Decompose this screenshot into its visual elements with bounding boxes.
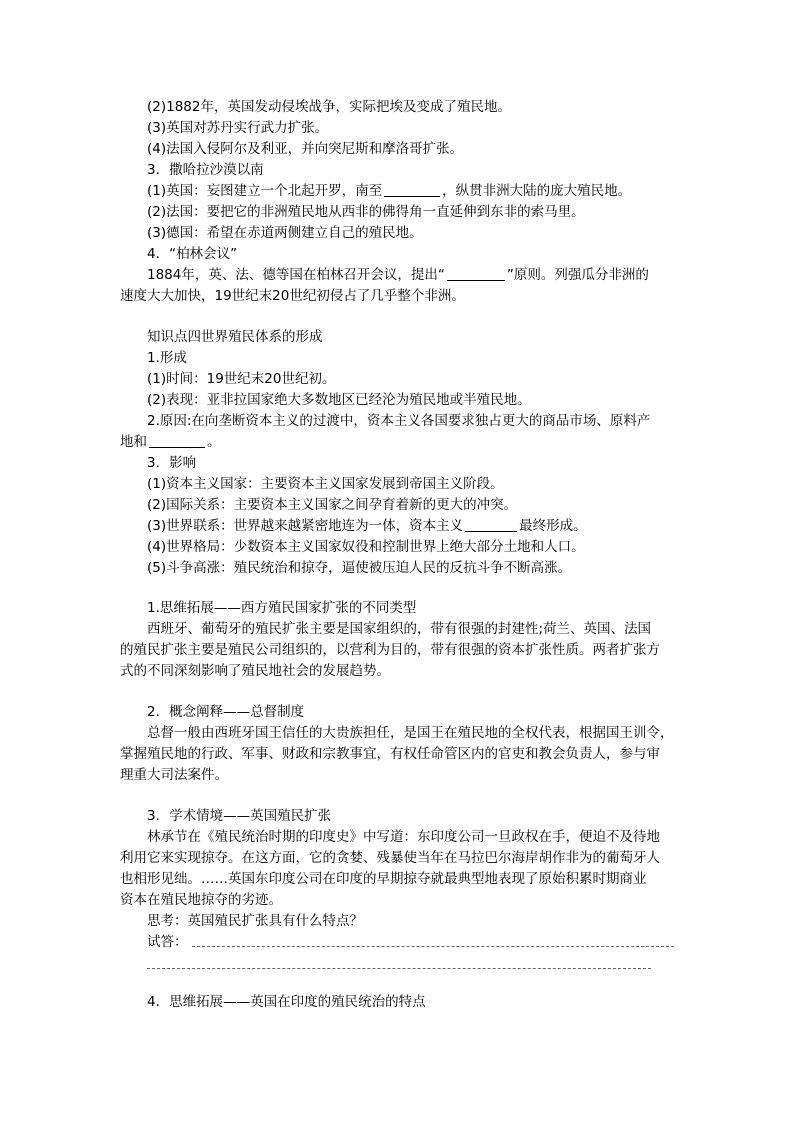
text-segment: 。: [207, 434, 221, 450]
text-line: (4)世界格局：少数资本主义国家奴役和控制世界上绝大部分土地和人口。: [147, 539, 585, 555]
text-line: (2)法国：要把它的非洲殖民地从西非的佛得角一直延伸到东非的索马里。: [147, 204, 585, 220]
text-line: (1)资本主义国家：主要资本主义国家发展到帝国主义阶段。: [147, 476, 504, 492]
text-line: (2)1882年，英国发动侵埃战争，实际把埃及变成了殖民地。: [147, 99, 511, 115]
section-heading: 1.思维拓展——西方殖民国家扩张的不同类型: [147, 600, 417, 616]
text-line: 式的不同深刻影响了殖民地社会的发展趋势。: [120, 663, 390, 679]
text-line: [147, 181, 631, 201]
text-segment: ，纵贯非洲大陆的庞大殖民地。: [442, 183, 632, 199]
answer-line[interactable]: [192, 946, 674, 947]
text-line: (2)国际关系：主要资本主义国家之间孕育着新的更大的冲突。: [147, 497, 518, 513]
section-heading: 知识点四世界殖民体系的形成: [147, 329, 323, 345]
text-line: 2.原因:在向垄断资本主义的过渡中，资本主义各国要求独占更大的商品市场、原料产: [147, 413, 651, 429]
text-line: 也相形见绌。……英国东印度公司在印度的早期掠夺就最典型地表现了原始积累时期商业: [120, 871, 647, 887]
text-segment: ”原则。列强瓜分非洲的: [506, 267, 649, 283]
text-line: 的殖民扩张主要是殖民公司组织的，以营利为目的，带有很强的资本扩张性质。两者扩张方: [120, 642, 660, 658]
text-line: [147, 516, 587, 536]
text-line: 林承节在《殖民统治时期的印度史》中写道：东印度公司一旦政权在手，便迫不及待地: [147, 829, 660, 845]
text-line: (4)法国入侵阿尔及利亚，并向突尼斯和摩洛哥扩张。: [147, 141, 464, 157]
text-line: (3)德国：希望在赤道两侧建立自己的殖民地。: [147, 225, 423, 241]
text-segment: 最终形成。: [519, 518, 587, 534]
text-line: [120, 432, 221, 452]
text-segment: (1)英国：妄图建立一个北起开罗，南至: [147, 183, 383, 199]
text-line: (2)表现：亚非拉国家绝大多数地区已经沦为殖民地或半殖民地。: [147, 392, 531, 408]
text-line: [147, 265, 649, 285]
section-heading: 4．思维拓展——英国在印度的殖民统治的特点: [147, 994, 426, 1010]
text-line: 掌握殖民地的行政、军事、财政和宗教事宜，有权任命管区内的官吏和教会负责人，参与审: [120, 746, 660, 762]
text-segment: (3)世界联系：世界越来越紧密地连为一体，资本主义: [147, 518, 464, 534]
fill-blank[interactable]: [447, 266, 505, 281]
section-heading: 3．影响: [147, 455, 197, 471]
answer-label: 试答：: [147, 934, 188, 950]
text-line: 速度大大加快，19世纪末20世纪初侵占了几乎整个非洲。: [120, 288, 465, 304]
fill-blank[interactable]: [149, 433, 205, 448]
text-line: (5)斗争高涨：殖民统治和掠夺，逼使被压迫人民的反抗斗争不断高涨。: [147, 560, 572, 576]
text-segment: 1884年，英、法、德等国在柏林召开会议，提出“: [147, 267, 445, 283]
text-line: 1.形成: [147, 350, 187, 366]
text-line: 资本在殖民地掠夺的劣迹。: [120, 892, 282, 908]
text-line: (3)英国对苏丹实行武力扩张。: [147, 120, 329, 136]
text-line: (1)时间：19世纪末20世纪初。: [147, 371, 336, 387]
question-line: 思考：英国殖民扩张具有什么特点？: [147, 913, 363, 929]
text-line: 总督一般由西班牙国王信任的大贵族担任，是国王在殖民地的全权代表，根据国王训令，: [147, 725, 674, 741]
fill-blank[interactable]: [465, 517, 517, 532]
section-heading: 2．概念阐释——总督制度: [147, 704, 305, 720]
section-heading: 4．“柏林会议”: [147, 246, 238, 262]
section-heading: 3．学术情境——英国殖民扩张: [147, 808, 332, 824]
text-line: 西班牙、葡萄牙的殖民扩张主要是国家组织的，带有很强的封建性;荷兰、英国、法国: [147, 621, 652, 637]
text-line: 理重大司法案件。: [120, 767, 228, 783]
fill-blank[interactable]: [384, 182, 440, 197]
text-line: 利用它来实现掠夺。在这方面，它的贪婪、残暴使当年在马拉巴尔海岸胡作非为的葡萄牙人: [120, 850, 660, 866]
section-heading: 3．撒哈拉沙漠以南: [147, 162, 264, 178]
text-segment: 地和: [120, 434, 147, 450]
answer-line[interactable]: [147, 968, 651, 969]
